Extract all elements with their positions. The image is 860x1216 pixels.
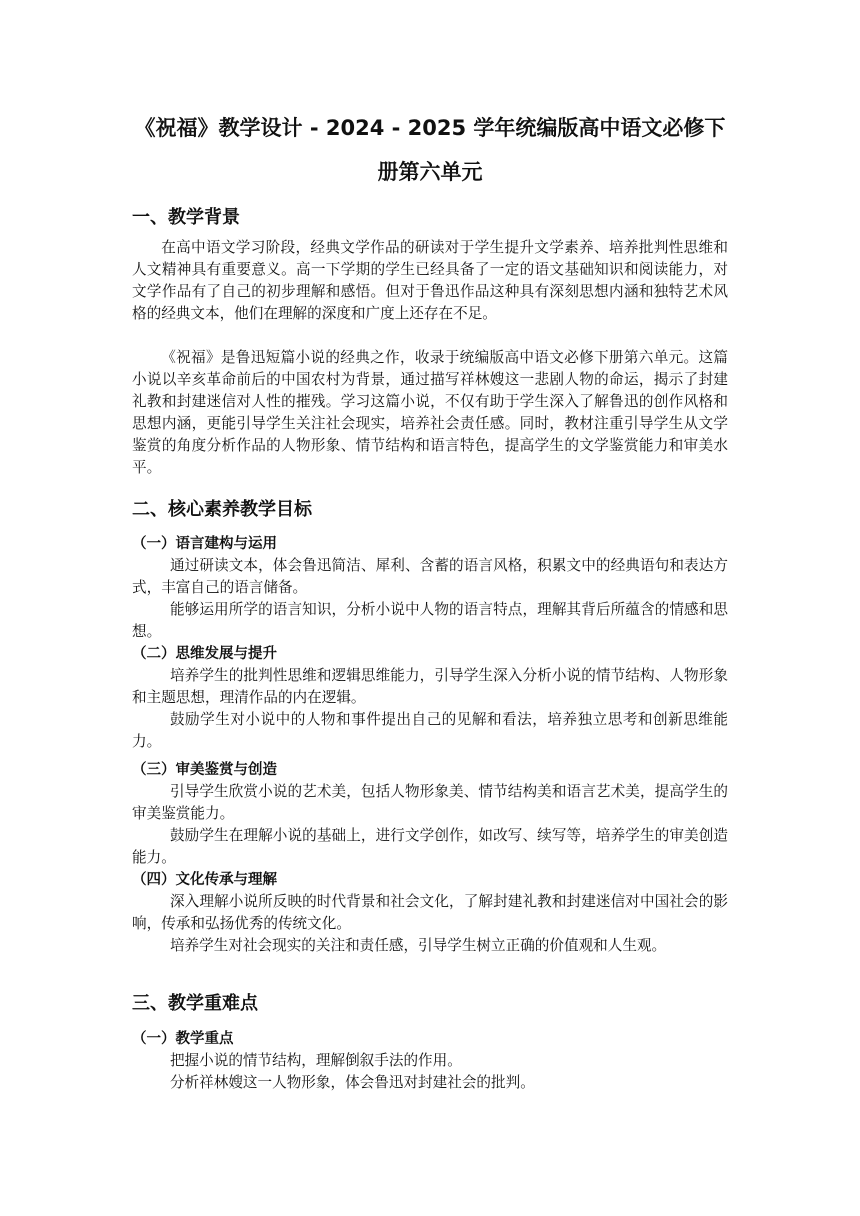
- subsection-heading-teaching-focus: （一）教学重点: [132, 1031, 234, 1047]
- paragraph-language-1: 通过研读文本，体会鲁迅简洁、犀利、含蓄的语言风格，积累文中的经典语句和表达方式，丰富自己的语言储备。: [132, 557, 728, 596]
- section-heading-key-points: 三、教学重难点: [132, 993, 258, 1014]
- section-heading-background: 一、教学背景: [132, 207, 240, 228]
- subsection-heading-thinking: （二）思维发展与提升: [132, 646, 277, 662]
- paragraph-focus-2: 分析祥林嫂这一人物形象，体会鲁迅对封建社会的批判。: [169, 1074, 535, 1091]
- document-title-line-2: 册第六单元: [377, 160, 483, 184]
- section-heading-objectives: 二、核心素养教学目标: [132, 499, 312, 520]
- subsection-heading-culture: （四）文化传承与理解: [132, 872, 277, 888]
- paragraph-background-2: 《祝福》是鲁迅短篇小说的经典之作，收录于统编版高中语文必修下册第六单元。这篇小说以辛亥革命前后的中国农村为背景，通过描写祥林嫂这一悲剧人物的命运，揭示了封建礼教和封建迷信对人性的摧残。学习这篇小说，不仅有助于学生深入了解鲁迅的创作风格和思想内涵，更能引导学生关注社会现实，培养社会责任感。同时，教材注重引导学生从文学鉴赏的角度分析作品的人物形象、情节结构和语言特色，提高学生的文学鉴赏能力和审美水平。: [132, 349, 728, 476]
- paragraph-background-1: 在高中语文学习阶段，经典文学作品的研读对于学生提升文学素养、培养批判性思维和人文精神具有重要意义。高一下学期的学生已经具备了一定的语文基础知识和阅读能力，对文学作品有了自己的初步理解和感悟。但对于鲁迅作品这种具有深刻思想内涵和独特艺术风格的经典文本，他们在理解的深度和广度上还存在不足。: [132, 239, 728, 322]
- paragraph-culture-2: 培养学生对社会现实的关注和责任感，引导学生树立正确的价值观和人生观。: [169, 937, 667, 954]
- paragraph-language-2: 能够运用所学的语言知识，分析小说中人物的语言特点，理解其背后所蕴含的情感和思想。: [132, 601, 728, 640]
- subsection-heading-aesthetics: （三）审美鉴赏与创造: [132, 762, 277, 778]
- paragraph-aesthetics-1: 引导学生欣赏小说的艺术美，包括人物形象美、情节结构美和语言艺术美，提高学生的审美鉴赏能力。: [132, 783, 728, 822]
- paragraph-thinking-2: 鼓励学生对小说中的人物和事件提出自己的见解和看法，培养独立思考和创新思维能力。: [132, 711, 728, 750]
- paragraph-thinking-1: 培养学生的批判性思维和逻辑思维能力，引导学生深入分析小说的情节结构、人物形象和主题思想，理清作品的内在逻辑。: [132, 667, 728, 706]
- paragraph-focus-1: 把握小说的情节结构，理解倒叙手法的作用。: [169, 1052, 462, 1069]
- paragraph-culture-1: 深入理解小说所反映的时代背景和社会文化，了解封建礼教和封建迷信对中国社会的影响，传承和弘扬优秀的传统文化。: [132, 893, 728, 932]
- document-title-line-1: 《祝福》教学设计 - 2024 - 2025 学年统编版高中语文必修下: [134, 116, 726, 140]
- subsection-heading-language: （一）语言建构与运用: [132, 536, 277, 552]
- paragraph-aesthetics-2: 鼓励学生在理解小说的基础上，进行文学创作，如改写、续写等，培养学生的审美创造能力。: [132, 827, 728, 866]
